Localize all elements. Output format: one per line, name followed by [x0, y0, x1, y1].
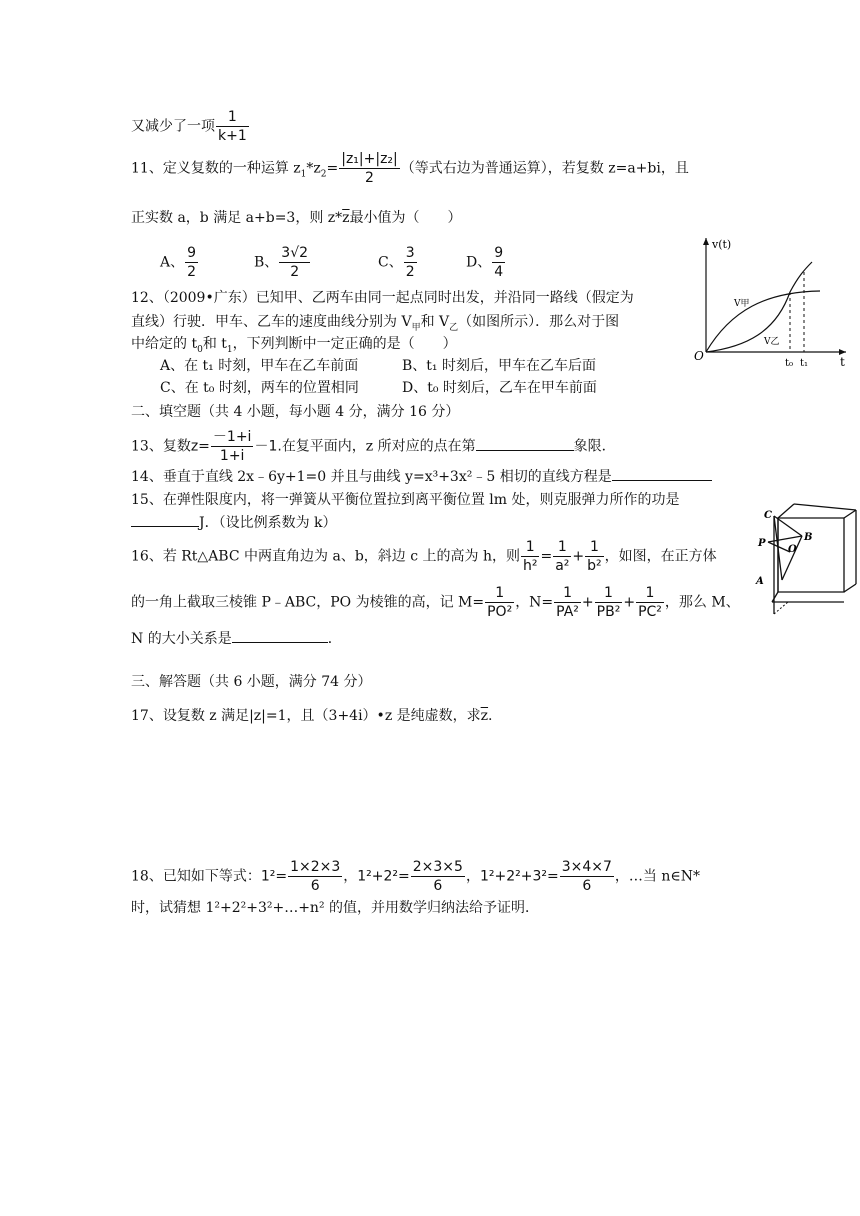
- graph-y-label: v(t): [712, 238, 732, 251]
- question-13: 13、复数z= $\frac{-1+i}{1+i}$ －1.在复平面内，z 所对应的点在第 象限．: [131, 429, 616, 464]
- question-12-line2: 直线）行驶．甲车、乙车的速度曲线分别为 $V_甲$和 $V_乙$（如图所示）．那么对于图: [131, 314, 620, 333]
- cube-label-a: A: [756, 576, 764, 587]
- option-a: A、 $\frac{9}{2}$: [160, 245, 197, 280]
- question-16-line1: 16、若 Rt△ABC 中两直角边为 a、b，斜边 c 上的高为 h，则 $\frac{1}{\text{h²}}$ = $\frac{1}{\text{a²}}$ + $\frac{1}{\text{b²}}$ ，如图，在正方体: [131, 539, 717, 574]
- answer-blank[interactable]: [476, 436, 574, 451]
- question-16-line2: 的一角上截取三棱锥 P﹣ABC，PO 为棱锥的高，记 M= $\frac{1}{\text{PO²}}$ ，N= $\frac{1}{\text{PA²}}$ + $\frac{1}{\text{PB²}}$ + $\frac{1}{\text{PC²}}$ ，那么 M、: [131, 585, 740, 620]
- option-d: D、 $\frac{9}{4}$: [466, 245, 504, 280]
- answer-blank[interactable]: [232, 628, 328, 643]
- option-c: C、 $\frac{3}{2}$: [378, 245, 415, 280]
- question-17: 17、设复数 z 满足|z|=1，且（3+4i）•z 是纯虚数，求$\overline{z}$.: [131, 708, 493, 724]
- question-11-line1: 11、定义复数的一种运算 $z_1*z_2=$ $\frac{\text{|z₁|+|z₂|}}{2}$ （等式右边为普通运算），若复数 z=a+bi，且: [131, 151, 689, 186]
- question-18-line2: 时，试猜想 1²+2²+3²+…+n² 的值，并用数学归纳法给予证明．: [131, 900, 540, 916]
- question-18-line1: 18、已知如下等式：1²= $\frac{1\times 2\times 3}{6}$ ，1²+2²= $\frac{2\times 3\times 5}{6}$ ，1²+2²+3²= $\frac{3\times 4\times 7}{6}$ ，…当 n∈N*: [131, 859, 700, 894]
- answer-blank[interactable]: [612, 466, 712, 481]
- header-line: 又减少了一项 $\frac{1}{k+1}$: [131, 109, 247, 144]
- option-b: B、 $\frac{3√2}{2}$: [254, 245, 309, 280]
- question-11-line2: 正实数 a，b 满足 a+b=3，则 $z*\overline{z}$最小值为（ ）: [131, 210, 462, 226]
- cube-diagram: [754, 496, 858, 626]
- graph-curve2-label: V乙: [764, 337, 780, 347]
- cube-label-c: C: [764, 510, 772, 521]
- question-12-line3: 中给定的 $t_0$和 $t_1$，下列判断中一定正确的是（ ）: [131, 336, 457, 355]
- graph-t1: t₁: [800, 358, 809, 369]
- fraction: $\frac{\text{|z₁|+|z₂|}}{2}$: [341, 151, 398, 186]
- section-3-heading: 三、解答题（共 6 小题，满分 74 分）: [131, 674, 372, 690]
- cube-label-o: O: [788, 544, 797, 555]
- cube-label-b: B: [804, 532, 813, 543]
- answer-blank[interactable]: [131, 512, 199, 527]
- question-15-line2: J．（设比例系数为 k）: [131, 512, 337, 533]
- question-16-line3: N 的大小关系是 ．: [131, 628, 342, 649]
- fraction: $\frac{1}{k+1}$: [218, 109, 247, 144]
- graph-x-label: t: [840, 355, 845, 369]
- question-15-line1: 15、在弹性限度内，将一弹簧从平衡位置拉到离平衡位置 lm 处，则克服弹力所作的功是: [131, 492, 680, 508]
- graph-origin: O: [694, 349, 704, 363]
- question-12-line1: 12、（2009•广东）已知甲、乙两车由同一起点同时出发，并沿同一路线（假定为: [131, 290, 634, 306]
- question-14: 14、垂直于直线 2x﹣6y+1=0 并且与曲线 y=x³+3x²﹣5 相切的直线方程是: [131, 466, 712, 487]
- graph-curve1-label: V甲: [734, 299, 750, 309]
- question-12-options-ab: A、在 t₁ 时刻，甲车在乙车前面 B、t₁ 时刻后，甲车在乙车后面: [160, 358, 596, 374]
- z-conjugate: $\overline{z}$: [342, 210, 350, 226]
- section-2-heading: 二、填空题（共 4 小题，每小题 4 分，满分 16 分）: [131, 404, 460, 420]
- question-12-options-cd: C、在 t₀ 时刻，两车的位置相同 D、t₀ 时刻后，乙车在甲车前面: [160, 380, 597, 396]
- z-conjugate: $\overline{z}$: [480, 708, 489, 724]
- velocity-graph: [686, 232, 854, 372]
- graph-t0: t₀: [785, 358, 794, 369]
- question-11-options: [160, 244, 506, 281]
- cube-label-p: P: [758, 538, 766, 549]
